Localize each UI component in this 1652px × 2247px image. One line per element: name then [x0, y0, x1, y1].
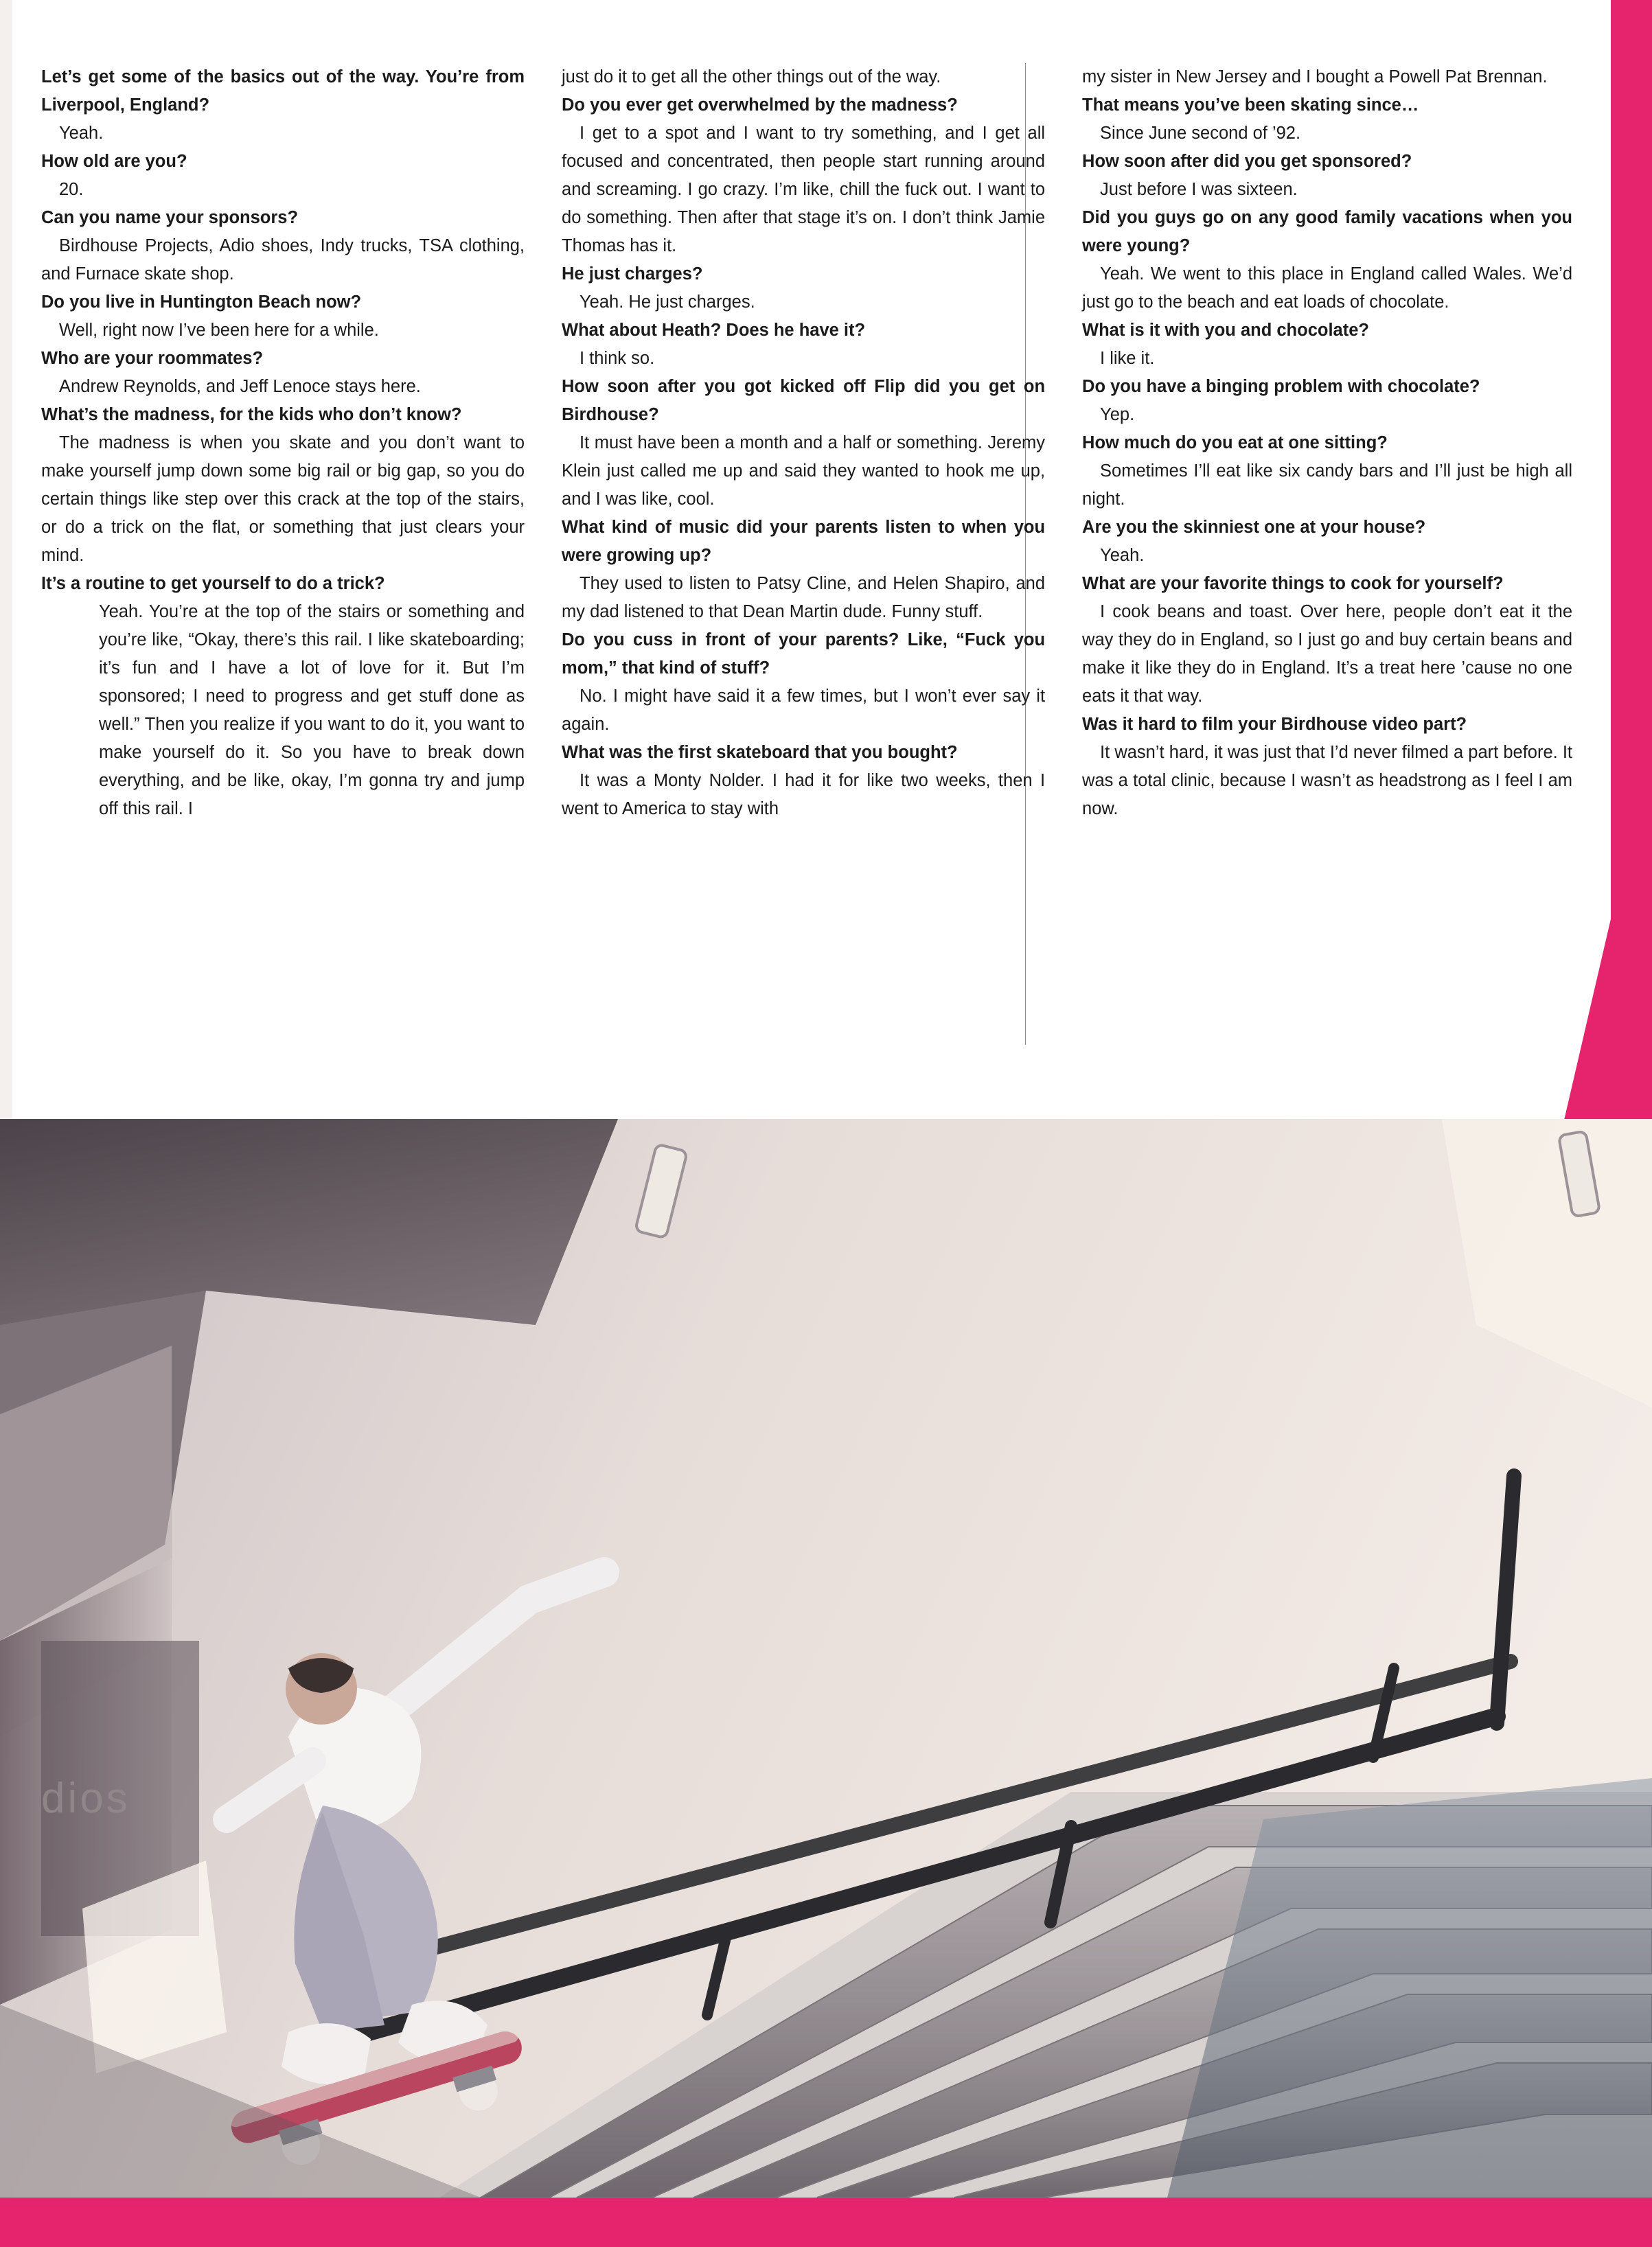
- question: Let’s get some of the basics out of the way. You’re from Liverpool, England?: [41, 67, 525, 115]
- answer: Andrew Reynolds, and Jeff Lenoce stays here.: [59, 377, 421, 396]
- photo-illustration: [0, 1119, 1652, 2198]
- question: How soon after did you get sponsored?: [1082, 152, 1412, 171]
- answer: I like it.: [1100, 349, 1155, 368]
- question: What are your favorite things to cook for yourself?: [1082, 574, 1504, 593]
- answer: Birdhouse Projects, Adio shoes, Indy trucks, TSA clothing, and Furnace skate shop.: [41, 236, 525, 284]
- question: How old are you?: [41, 152, 187, 171]
- column-3: [1082, 63, 1572, 1052]
- question: Do you ever get overwhelmed by the madness?: [562, 95, 958, 115]
- answer: It must have been a month and a half or something. Jeremy Klein just called me up and said they wanted to hook me up, and I was like, cool.: [562, 433, 1046, 509]
- question: Who are your roommates?: [41, 349, 264, 368]
- answer: Yeah. You’re at the top of the stairs or something and you’re like, “Okay, there’s this rail. I like skateboarding; it’s fun and I have a lot of love for it. But I’m sponsored; I need to progress and get stuff done as well.” Then you realize if you want to do it, you want to make yourself do it. So you have to break down everything, and be like, okay, I’m gonna try and jump off this rail. I: [99, 602, 525, 818]
- corner-accent-wedge: [1563, 741, 1652, 1126]
- answer: Well, right now I’ve been here for a while.: [59, 321, 379, 340]
- question: Do you have a binging problem with chocolate?: [1082, 377, 1480, 396]
- question: What is it with you and chocolate?: [1082, 321, 1369, 340]
- answer: Since June second of ’92.: [1100, 124, 1301, 143]
- question: How soon after you got kicked off Flip did you get on Birdhouse?: [562, 377, 1046, 424]
- column-1: [41, 63, 525, 1052]
- answer: It was a Monty Nolder. I had it for like two weeks, then I went to America to stay with: [562, 771, 1046, 818]
- question: What kind of music did your parents listen to when you were growing up?: [562, 518, 1046, 565]
- question: Was it hard to film your Birdhouse video part?: [1082, 715, 1467, 734]
- question: How much do you eat at one sitting?: [1082, 433, 1388, 452]
- answer: It wasn’t hard, it was just that I’d never filmed a part before. It was a total clinic, because I wasn’t as headstrong as I feel I am now.: [1082, 743, 1573, 818]
- question: Did you guys go on any good family vacations when you were young?: [1082, 208, 1573, 255]
- answer: Yeah. We went to this place in England called Wales. We’d just go to the beach and eat loads of chocolate.: [1082, 264, 1573, 312]
- question: What’s the madness, for the kids who don’t know?: [41, 405, 462, 424]
- answer-continued: my sister in New Jersey and I bought a Powell Pat Brennan.: [1082, 67, 1548, 87]
- answer: Yep.: [1100, 405, 1135, 424]
- question: What was the first skateboard that you bought?: [562, 743, 958, 762]
- bottom-bleed-bar: [0, 2198, 1652, 2247]
- skateboarder-handrail-photo: [0, 1119, 1652, 2198]
- article-columns: [41, 63, 1572, 1052]
- column-2: [562, 63, 1045, 1052]
- answer-continued: just do it to get all the other things out of the way.: [562, 67, 941, 87]
- answer: Yeah.: [59, 124, 104, 143]
- answer: I get to a spot and I want to try something, and I get all focused and concentrated, then people start running around and screaming. I go crazy. I’m like, chill the fuck out. I want to do something. Then after that stage it’s on. I don’t think Jamie Thomas has it.: [562, 124, 1046, 255]
- answer: I think so.: [580, 349, 655, 368]
- answer: Yeah. He just charges.: [580, 292, 755, 312]
- answer: 20.: [59, 180, 84, 199]
- answer: They used to listen to Patsy Cline, and Helen Shapiro, and my dad listened to that Dean Martin dude. Funny stuff.: [562, 574, 1046, 621]
- answer: Just before I was sixteen.: [1100, 180, 1298, 199]
- question: Are you the skinniest one at your house?: [1082, 518, 1426, 537]
- answer: I cook beans and toast. Over here, people don’t eat it the way they do in England, so I just go and buy certain beans and make it like they do in England. It’s a treat here ’cause no one eats it that way.: [1082, 602, 1573, 706]
- left-margin-bleed: [0, 0, 12, 1119]
- question: It’s a routine to get yourself to do a trick?: [41, 574, 385, 593]
- question: That means you’ve been skating since…: [1082, 95, 1419, 115]
- question: He just charges?: [562, 264, 703, 284]
- question: Can you name your sponsors?: [41, 208, 299, 227]
- question: What about Heath? Does he have it?: [562, 321, 866, 340]
- question: Do you live in Huntington Beach now?: [41, 292, 362, 312]
- answer: Yeah.: [1100, 546, 1145, 565]
- answer: Sometimes I’ll eat like six candy bars and I’ll just be high all night.: [1082, 461, 1573, 509]
- answer: No. I might have said it a few times, but I won’t ever say it again.: [562, 687, 1046, 734]
- answer: The madness is when you skate and you don’t want to make yourself jump down some big rail or big gap, so you do certain things like step over this crack at the top of the stairs, or do a trick on the flat, or something that just clears your mind.: [41, 433, 525, 565]
- question: Do you cuss in front of your parents? Like, “Fuck you mom,” that kind of stuff?: [562, 630, 1046, 678]
